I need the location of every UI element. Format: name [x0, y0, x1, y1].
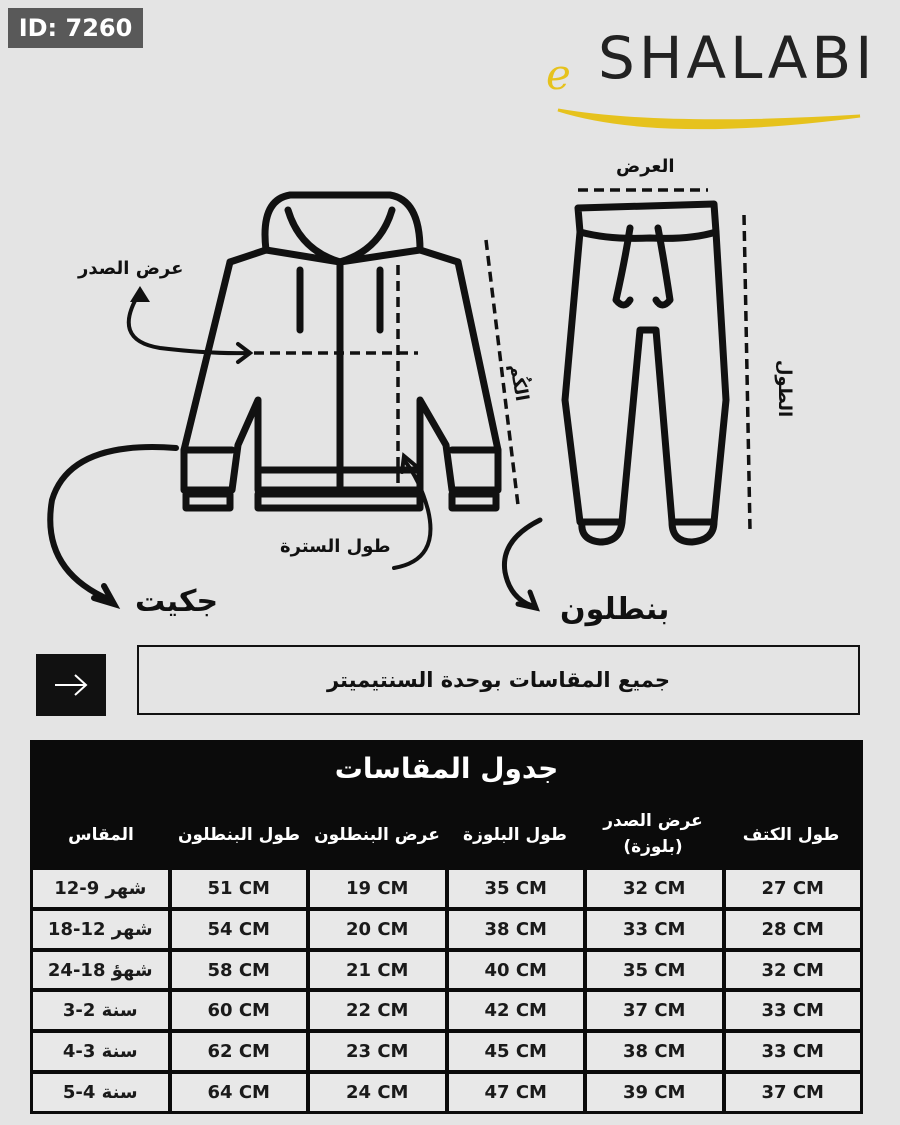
- col-blouse-length: طول البلوزة: [463, 825, 567, 845]
- col-pants-width: عرض البنطلون: [314, 825, 440, 845]
- cell-blouse-length: 45 CM: [449, 1033, 584, 1070]
- cell-pants-length: 51 CM: [172, 870, 307, 907]
- cell-chest-width: 37 CM: [587, 992, 722, 1029]
- cell-pants-length: 58 CM: [172, 952, 307, 989]
- table-header: [30, 740, 863, 870]
- waist-width-label: العرض: [616, 156, 675, 177]
- cell-blouse-length: 40 CM: [449, 952, 584, 989]
- cell-size: سنة 3-4: [33, 1033, 168, 1070]
- cell-blouse-length: 42 CM: [449, 992, 584, 1029]
- cell-pants-length: 60 CM: [172, 992, 307, 1029]
- cell-blouse-length: 38 CM: [449, 911, 584, 948]
- jacket-label: جكيت: [135, 584, 219, 619]
- pants-arrow: [504, 520, 540, 606]
- garment-illustration: [0, 130, 900, 640]
- col-pants-length: طول البنطلون: [177, 825, 301, 845]
- cell-pants-length: 54 CM: [172, 911, 307, 948]
- cell-chest-width: 39 CM: [587, 1074, 722, 1111]
- logo-e: e: [546, 50, 571, 99]
- cell-pants-width: 22 CM: [310, 992, 445, 1029]
- col-chest-width-sub: (بلوزة): [623, 837, 683, 857]
- cell-size: شهر 9-12: [33, 870, 168, 907]
- eshalabi-logo: [540, 20, 877, 130]
- cell-pants-width: 24 CM: [310, 1074, 445, 1111]
- cell-pants-width: 19 CM: [310, 870, 445, 907]
- cell-shoulder-length: 27 CM: [726, 870, 861, 907]
- col-chest-width: [586, 808, 720, 860]
- arrow-button: [36, 654, 106, 716]
- logo-swoosh: [540, 80, 870, 130]
- pants-length-label: الطول: [774, 359, 796, 418]
- cell-blouse-length: 35 CM: [449, 870, 584, 907]
- col-shoulder-length: طول الكتف: [742, 825, 840, 845]
- cell-shoulder-length: 33 CM: [726, 1033, 861, 1070]
- cell-pants-length: 64 CM: [172, 1074, 307, 1111]
- cell-chest-width: 38 CM: [587, 1033, 722, 1070]
- pants-drawing: [565, 204, 726, 542]
- table-body: [30, 870, 863, 1114]
- id-badge: ID: 7260: [8, 8, 143, 48]
- cell-size: سنة 4-5: [33, 1074, 168, 1111]
- cell-pants-width: 23 CM: [310, 1033, 445, 1070]
- col-chest-width-main: عرض الصدر: [603, 811, 703, 831]
- sleeve-label: الكُم: [505, 362, 533, 403]
- cell-chest-width: 32 CM: [587, 870, 722, 907]
- cell-shoulder-length: 33 CM: [726, 992, 861, 1029]
- cell-blouse-length: 47 CM: [449, 1074, 584, 1111]
- pants-label: بنطلون: [560, 592, 670, 627]
- cell-pants-length: 62 CM: [172, 1033, 307, 1070]
- cell-shoulder-length: 37 CM: [726, 1074, 861, 1111]
- arrow-right-icon: [53, 672, 89, 698]
- jacket-length-label: طول السترة: [280, 536, 391, 557]
- size-table: [30, 740, 863, 1114]
- cell-pants-width: 21 CM: [310, 952, 445, 989]
- cell-pants-width: 20 CM: [310, 911, 445, 948]
- cell-shoulder-length: 28 CM: [726, 911, 861, 948]
- table-title: جدول المقاسات: [334, 752, 559, 785]
- cell-size: شهر 12-18: [33, 911, 168, 948]
- col-size: المقاس: [68, 825, 134, 845]
- cell-shoulder-length: 32 CM: [726, 952, 861, 989]
- cell-chest-width: 33 CM: [587, 911, 722, 948]
- jacket-big-arrow: [50, 447, 176, 600]
- chest-width-label: عرض الصدر: [78, 258, 184, 279]
- logo-name: SHALABI: [598, 24, 877, 92]
- pants-length-line: [744, 215, 750, 530]
- cell-size: سنة 2-3: [33, 992, 168, 1029]
- cell-size: شهؤ 18-24: [33, 952, 168, 989]
- units-note: جميع المقاسات بوحدة السنتيميتر: [137, 645, 860, 715]
- cell-chest-width: 35 CM: [587, 952, 722, 989]
